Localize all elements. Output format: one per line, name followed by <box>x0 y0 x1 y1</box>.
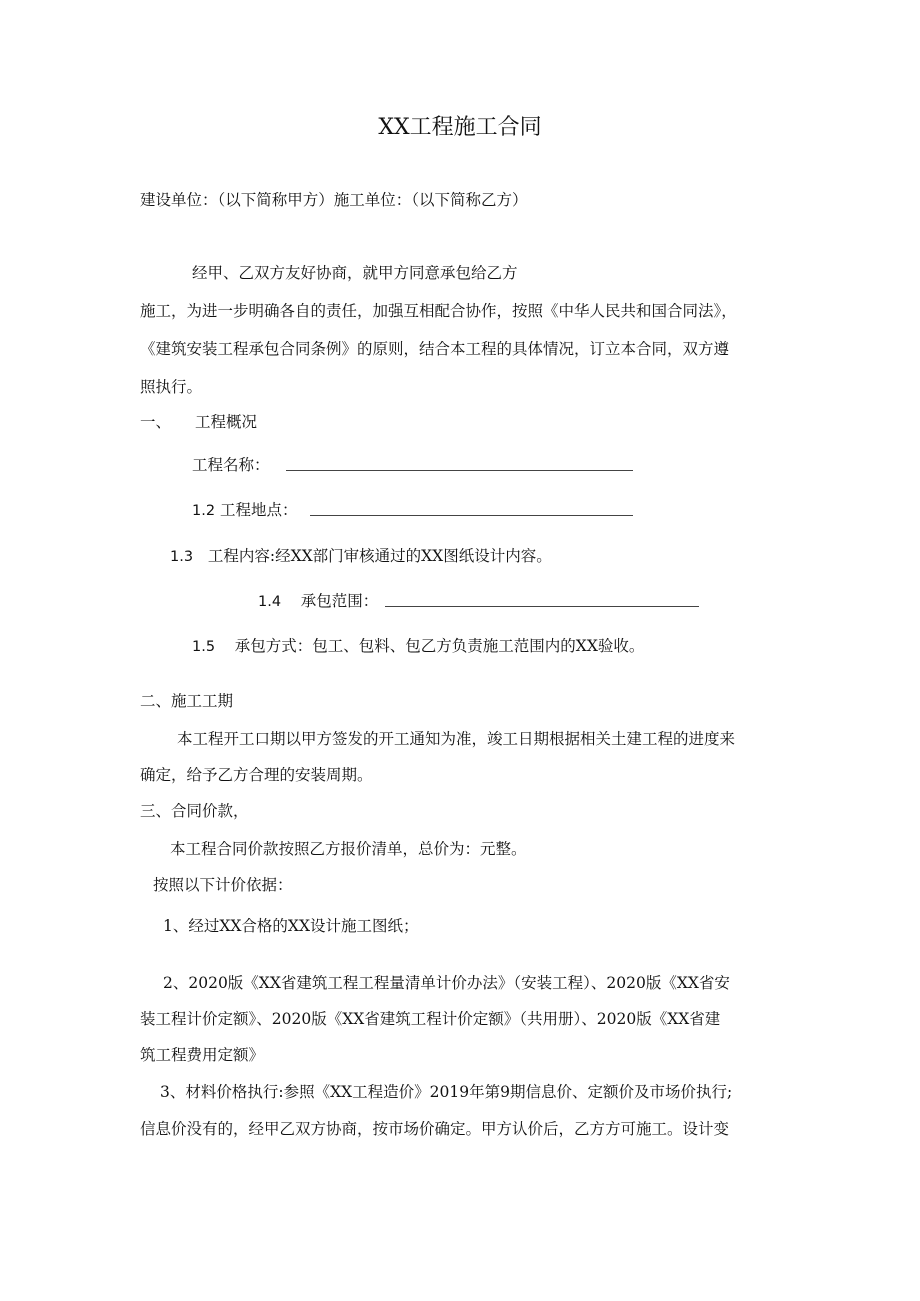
basis-item-3-line-2: 信息价没有的，经甲乙双方协商，按市场价确定。甲方认价后，乙方方可施工。设计变 <box>140 1120 730 1138</box>
item-number: 1.3 <box>170 549 194 565</box>
project-location-label: 工程地点： <box>220 501 298 519</box>
price-line: 本工程合同价款按照乙方报价清单，总价为：元整。 <box>170 840 527 858</box>
project-content-text: 工程内容:经XX部门审核通过的XX图纸设计内容。 <box>207 547 552 565</box>
item-number: 1.5 <box>192 639 216 655</box>
item-number: 1.2 <box>192 503 216 519</box>
contract-scope-row <box>258 590 378 613</box>
basis-item-2-line-2: 装工程计价定额》、2020版《XX省建筑工程计价定额》（共用册）、2020版《XX省建 <box>140 1010 721 1028</box>
basis-item-3-line-1: 3、材料价格执行:参照《XX工程造价》2019年第9期信息价、定额价及市场价执行; <box>160 1083 733 1101</box>
project-location-row <box>192 499 298 522</box>
section1-number: 一、 <box>140 413 172 431</box>
section1-heading: 工程概况 <box>195 413 258 431</box>
section2-line-2: 确定，给予乙方合理的安装周期。 <box>140 766 373 784</box>
basis-item-2-line-3: 筑工程费用定额》 <box>140 1046 265 1064</box>
basis-item-1: 1、经过XX合格的XX设计施工图纸； <box>163 917 419 935</box>
project-name-label: 工程名称： <box>192 456 270 474</box>
section2-heading: 二、施工工期 <box>140 692 234 710</box>
project-content-row <box>170 545 552 568</box>
page-title: XX工程施工合同 <box>378 115 542 140</box>
contract-method-row <box>192 635 644 658</box>
project-location-blank <box>310 501 633 516</box>
project-name-blank <box>286 456 633 471</box>
item-number: 1.4 <box>258 594 282 610</box>
intro-line-1: 经甲、乙双方友好协商，就甲方同意承包给乙方 <box>192 264 518 282</box>
intro-line-3: 《建筑安装工程承包合同条例》的原则，结合本工程的具体情况，订立本合同，双方遵 <box>140 340 730 358</box>
contract-scope-label: 承包范围： <box>300 592 379 610</box>
parties-line: 建设单位：（以下简称甲方）施工单位：（以下简称乙方） <box>140 191 528 209</box>
contract-method-text: 承包方式：包工、包料、包乙方负责施工范围内的XX验收。 <box>234 637 645 655</box>
section2-line-1: 本工程开工口期以甲方签发的开工通知为准，竣工日期根据相关土建工程的进度来 <box>177 730 736 748</box>
intro-line-2: 施工，为进一步明确各自的责任，加强互相配合协作，按照《中华人民共和国合同法》， <box>140 302 737 320</box>
section3-heading: 三、合同价款， <box>140 802 249 820</box>
basis-item-2-line-1: 2、2020版《XX省建筑工程工程量清单计价办法》（安装工程）、2020版《XX省安 <box>163 974 730 992</box>
pricing-basis-line: 按照以下计价依据： <box>153 876 293 894</box>
contract-scope-blank <box>385 592 699 607</box>
intro-line-4: 照执行。 <box>140 378 203 396</box>
